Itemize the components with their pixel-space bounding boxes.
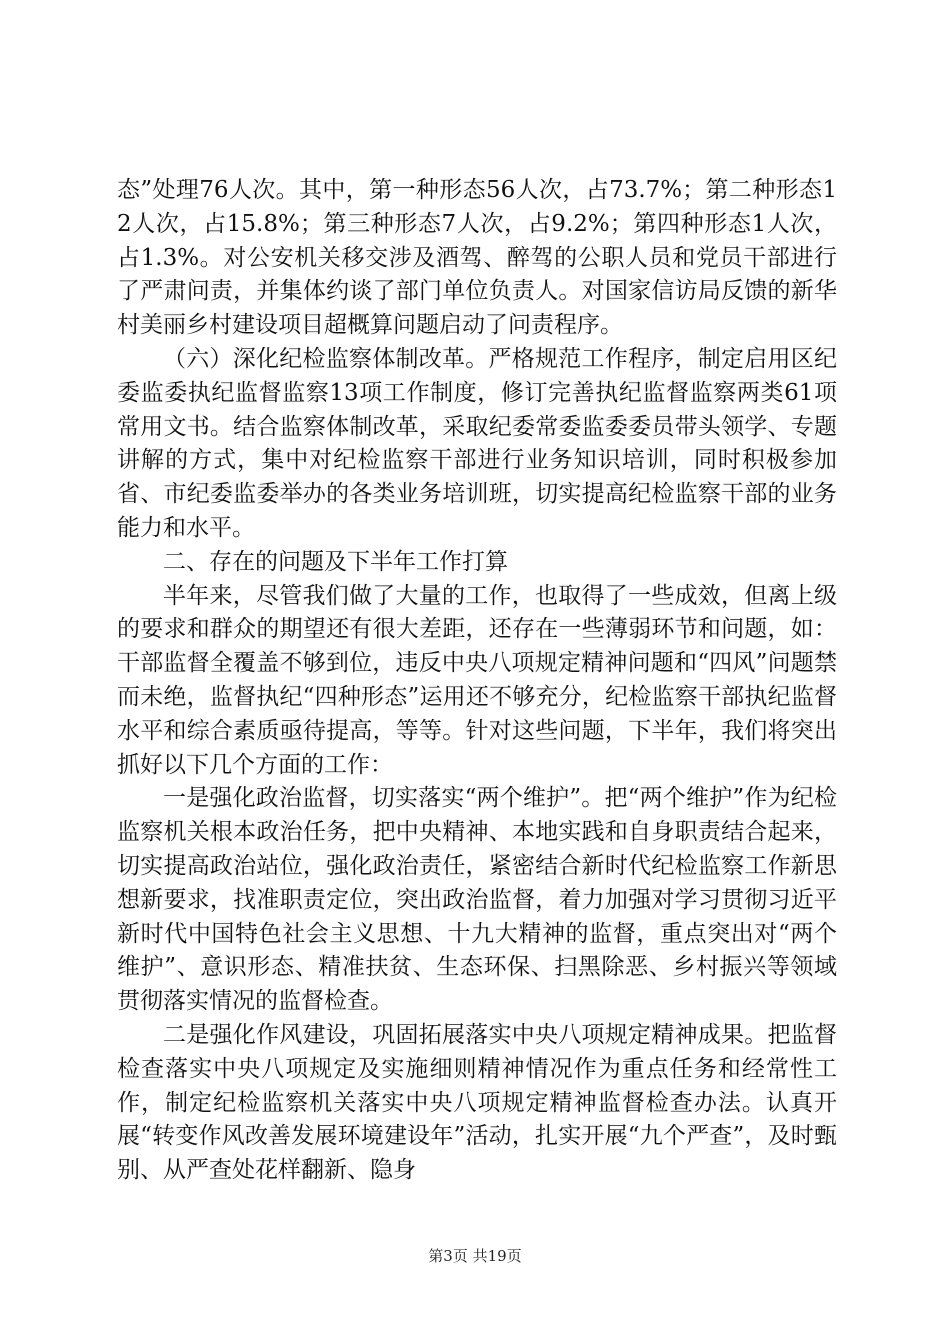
paragraph-continuation: 态”处理76人次。其中，第一种形态56人次，占73.7%；第二种形态12人次，占15.8%；第三种形态7人次，占9.2%；第四种形态1人次，占1.3%。对公安机关移交涉及酒驾、醉驾的公职人员和党员干部进行了严肃问责，并集体约谈了部门单位负责人。对国家信访局反馈的新华村美丽乡村建设项目超概算问题启动了问责程序。 xyxy=(117,177,837,339)
paragraph-plan-one: 一是强化政治监督，切实落实“两个维护”。把“两个维护”作为纪检监察机关根本政治任务，把中央精神、本地实践和自身职责结合起来，切实提高政治站位，强化政治责任，紧密结合新时代纪检监察工作新思想新要求，找准职责定位，突出政治监督，着力加强对学习贯彻习近平新时代中国特色社会主义思想、十九大精神的监督，重点突出对“两个维护”、意识形态、精准扶贫、生态环保、扫黑除恶、乡村振兴等领域贯彻落实情况的监督检查。 xyxy=(117,785,837,1015)
section-heading-two: 二、存在的问题及下半年工作打算 xyxy=(163,548,508,575)
paragraph-plan-two: 二是强化作风建设，巩固拓展落实中央八项规定精神成果。把监督检查落实中央八项规定及实施细则精神情况作为重点任务和经常性工作，制定纪检监察机关落实中央八项规定精神监督检查办法。认真开展“转变作风改善发展环境建设年”活动，扎实开展“九个严查”，及时甄别、从严查处花样翻新、隐身 xyxy=(117,1021,837,1184)
paragraph-problems: 半年来，尽管我们做了大量的工作，也取得了一些成效，但离上级的要求和群众的期望还有很大差距，还存在一些薄弱环节和问题，如：干部监督全覆盖不够到位，违反中央八项规定精神问题和“四风”问题禁而未绝，监督执纪“四种形态”运用还不够充分，纪检监察干部执纪监督水平和综合素质亟待提高，等等。针对这些问题，下半年，我们将突出抓好以下几个方面的工作： xyxy=(117,582,837,778)
page-number-footer: 第3页 共19页 xyxy=(428,1247,522,1265)
paragraph-section-six: （六）深化纪检监察体制改革。严格规范工作程序，制定启用区纪委监委执纪监督监察13项工作制度，修订完善执纪监督监察两类61项常用文书。结合监察体制改革，采取纪委常委监委委员带头领学、专题讲解的方式，集中对纪检监察干部进行业务知识培训，同时积极参加省、市纪委监委举办的各类业务培训班，切实提高纪检监察干部的业务能力和水平。 xyxy=(117,345,837,541)
document-body xyxy=(117,174,837,1188)
